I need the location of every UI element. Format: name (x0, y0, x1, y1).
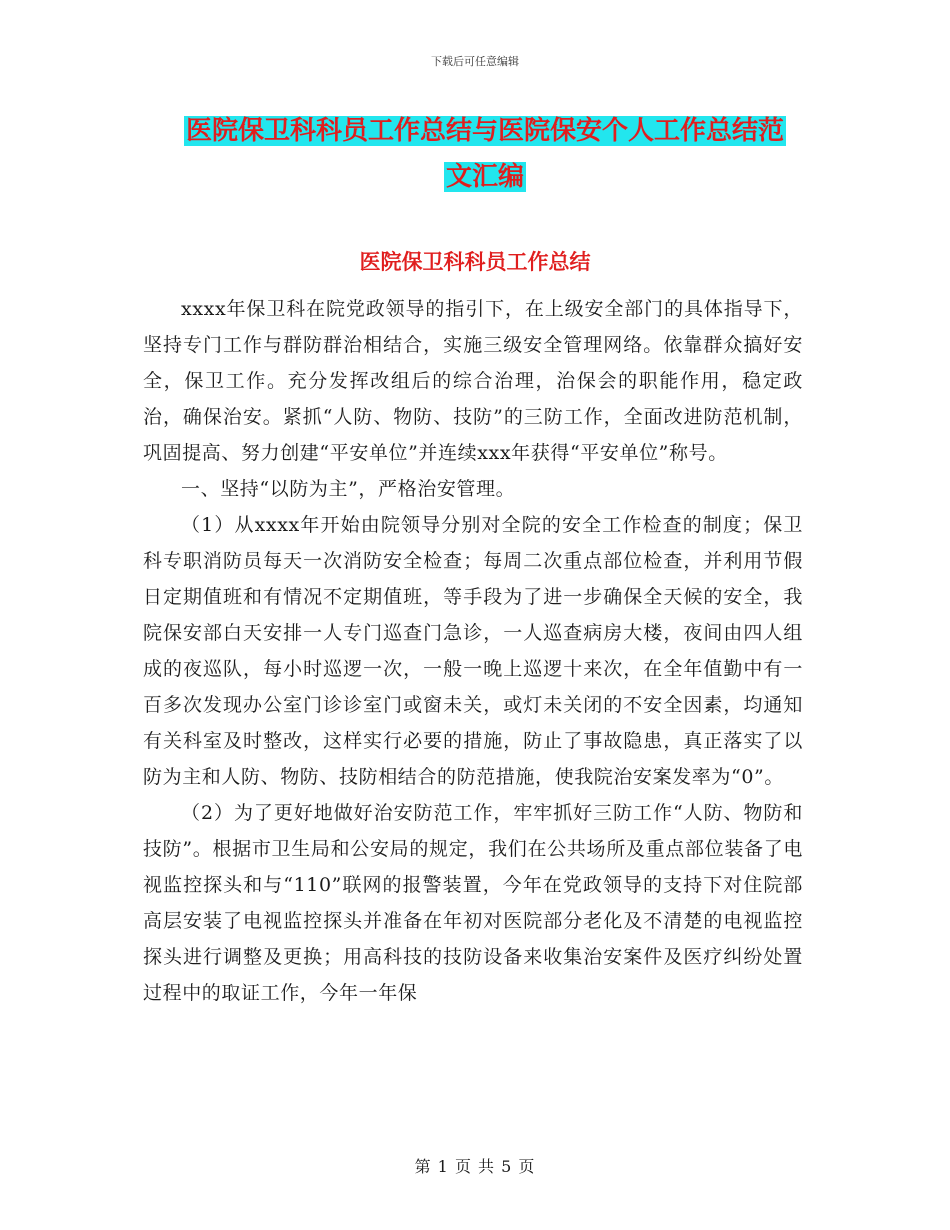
section-title: 医院保卫科科员工作总结 (359, 250, 591, 274)
document-title-line-1: 医院保卫科科员工作总结与医院保安个人工作总结范 (185, 116, 784, 146)
paragraph-item-1: （1）从xxxx年开始由院领导分别对全院的安全工作检查的制度；保卫科专职消防员每天一次消防安全检查；每周二次重点部位检查，并利用节假日定期值班和有情况不定期值班，等手段为了进一步确保全天候的安全，我院保安部白天安排一人专门巡查门急诊，一人巡查病房大楼，夜间由四人组成的夜巡队，每小时巡逻一次，一般一晚上巡逻十来次，在全年值勤中有一百多次发现办公室门诊诊室门或窗未关，或灯未关闭的不安全因素，均通知有关科室及时整改，这样实行必要的措施，防止了事故隐患，真正落实了以防为主和人防、物防、技防相结合的防范措施，使我院治安案发率为“0”。 (143, 514, 803, 788)
document-title-line-2: 文汇编 (445, 162, 524, 192)
paragraph-item-2: （2）为了更好地做好治安防范工作，牢牢抓好三防工作“人防、物防和技防”。根据市卫生局和公安局的规定，我们在公共场所及重点部位装备了电视监控探头和与“110”联网的报警装置，今年在党政领导的支持下对住院部高层安装了电视监控探头并准备在年初对医院部分老化及不清楚的电视监控探头进行调整及更换；用高科技的技防设备来收集治安案件及医疗纠纷处置过程中的取证工作，今年一年保 (143, 802, 803, 1004)
page-footer: 第 1 页 共 5 页 (414, 1157, 536, 1176)
body-text (143, 291, 803, 1011)
document-title (140, 108, 830, 200)
header-note: 下载后可任意编辑 (431, 55, 519, 68)
paragraph-heading-1: 一、坚持“以防为主”，严格治安管理。 (181, 478, 516, 500)
paragraph-intro: xxxx年保卫科在院党政领导的指引下，在上级安全部门的具体指导下，坚持专门工作与群防群治相结合，实施三级安全管理网络。依靠群众搞好安全，保卫工作。充分发挥改组后的综合治理，治保会的职能作用，稳定政治，确保治安。紧抓“人防、物防、技防”的三防工作，全面改进防范机制，巩固提高、努力创建“平安单位”并连续xxx年获得“平安单位”称号。 (143, 298, 803, 464)
